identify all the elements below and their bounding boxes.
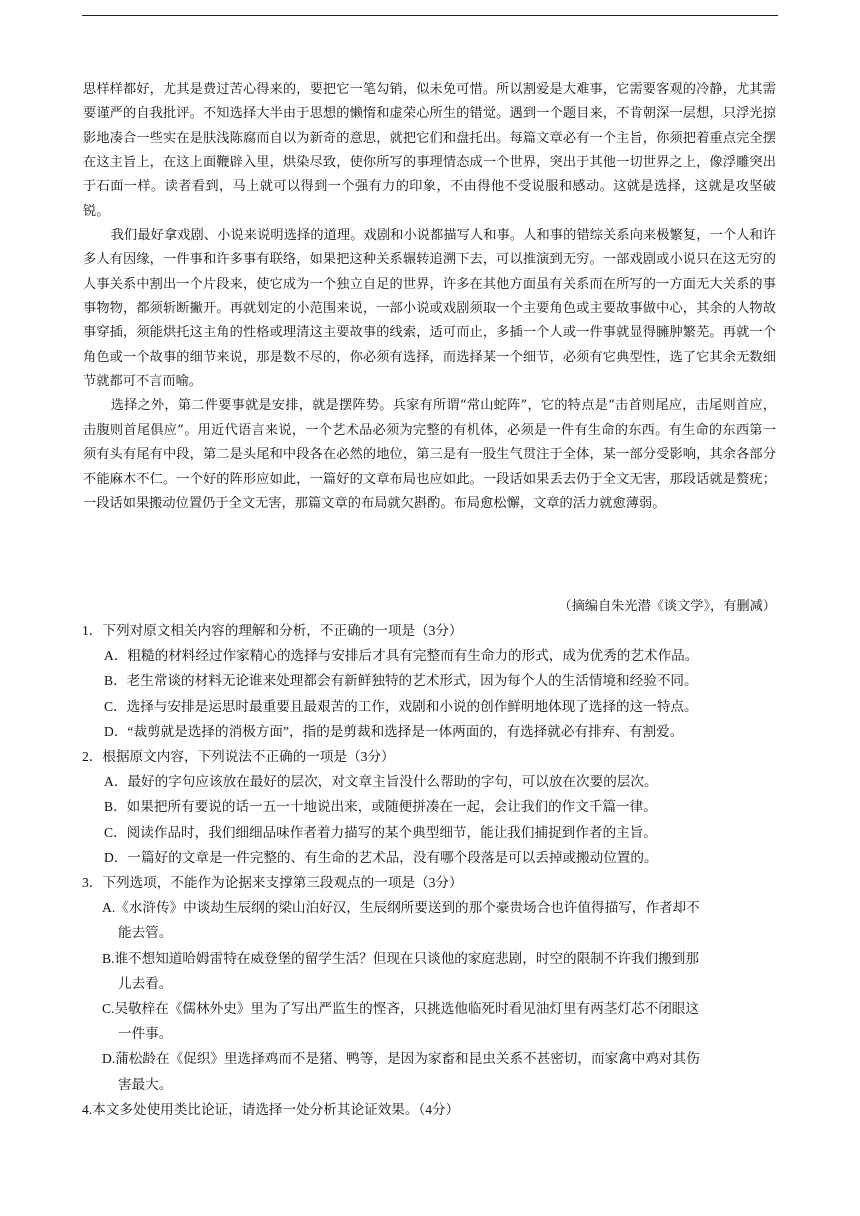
- question-stem: 4.本文多处使用类比论证，请选择一处分析其论证效果。（4分）: [82, 1101, 460, 1117]
- option-text-continued: 能去管。: [118, 925, 173, 941]
- option-b: [82, 946, 782, 996]
- question-stem: 1．下列对原文相关内容的理解和分析，不正确的一项是（3分）: [82, 623, 463, 638]
- option-text-continued: 儿去看。: [118, 975, 173, 991]
- option-text-continued: 害最大。: [118, 1076, 173, 1092]
- question-stem: 3．下列选项，不能作为论据来支撑第三段观点的一项是（3分）: [82, 875, 463, 891]
- option-c: C．阅读作品时，我们细细品味作者着力描写的某个典型细节，能让我们捕捉到作者的主旨。: [104, 824, 657, 840]
- question-stem: 2．根据原文内容，下列说法不正确的一项是（3分）: [82, 749, 395, 765]
- option-b: B．如果把所有要说的话一五一十地说出来，或随便拼凑在一起，会让我们的作文千篇一律。: [104, 799, 657, 815]
- option-b: B．老生常谈的材料无论谁来处理都会有新鲜独特的艺术形式，因为每个人的生活情境和经验不同。: [104, 673, 698, 689]
- option-c: [82, 996, 782, 1046]
- reading-passage: [83, 78, 776, 516]
- option-d: D．“裁剪就是选择的消极方面”，指的是剪裁和选择是一体两面的，有选择就必有排弃、有割爱。: [104, 723, 684, 739]
- option-c: C．选择与安排是运思时最重要且最艰苦的工作，戏剧和小说的创作鲜明地体现了选择的这一特点。: [104, 698, 698, 714]
- option-d: D．一篇好的文章是一件完整的、有生命的艺术品，没有哪个段落是可以丢掉或搬动位置的。: [104, 849, 658, 865]
- question-2: [82, 744, 782, 870]
- option-a: [82, 895, 782, 945]
- option-text-continued: 一件事。: [118, 1026, 173, 1042]
- question-4: [82, 1097, 782, 1122]
- passage-paragraph-2: 我们最好拿戏剧、小说来说明选择的道理。戏剧和小说都描写人和事。人和事的错综关系向来极繁复，一个人和许多人有因缘，一件事和许多事有联络，如果把这种关系辗转追溯下去，可以推演到无穷。一部戏剧或小说只在这无穷的人事关系中割出一个片段来，使它成为一个独立自足的世界，许多在其他方面虽有关系而在所写的一方面无大关系的事事物物，都须斩断撇开。再就划定的小范围来说，一部小说或戏剧须取一个主要角色或主要故事做中心，其余的人物故事穿插，须能烘托这主角的性格或理清这主要故事的线索，适可而止，多插一个人或一件事就显得臃肿繁芜。再就一个角色或一个故事的细节来说，那是数不尽的，你必须有选择，而选择某一个细节，必须有它典型性，选了它其余无数细节就都可不言而喻。: [83, 228, 776, 390]
- option-a: A．粗糙的材料经过作家精心的选择与安排后才具有完整而有生命力的形式，成为优秀的艺术作品。: [104, 648, 699, 664]
- question-3: [82, 870, 782, 1097]
- option-d: [82, 1046, 782, 1096]
- option-text: D.蒲松龄在《促织》里选择鸡而不是猪、鸭等，是因为家畜和昆虫关系不甚密切，而家禽中鸡对其伤: [102, 1051, 700, 1067]
- question-1: [82, 618, 782, 744]
- header-rule: [82, 15, 778, 16]
- passage-source: （摘编自朱光潜《谈文学》，有删减）: [558, 598, 776, 613]
- option-text: A.《水浒传》中谈劫生辰纲的梁山泊好汉，生辰纲所要送到的那个豪贵场合也许值得描写，作者却不: [102, 900, 700, 916]
- passage-paragraph-3: 选择之外，第二件要事就是安排，就是摆阵势。兵家有所谓“常山蛇阵”，它的特点是“击首则尾应，击尾则首应，击腹则首尾俱应”。用近代语言来说，一个艺术品必须为完整的有机体，必须是一件有生命的东西。有生命的东西第一须有头有尾有中段，第二是头尾和中段各在必然的地位，第三是有一股生气贯注于全体，某一部分受影响，其余各部分不能麻木不仁。一个好的阵形应如此，一篇好的文章布局也应如此。一段话如果丢去仍于全文无害，那段话就是赘疣；一段话如果搬动位置仍于全文无害，那篇文章的布局就欠斟酌。布局愈松懈，文章的活力就愈薄弱。: [83, 398, 776, 511]
- option-text: C.吴敬梓在《儒林外史》里为了写出严监生的悭吝，只挑选他临死时看见油灯里有两茎灯芯不闭眼这: [102, 1001, 699, 1017]
- option-a: A．最好的字句应该放在最好的层次，对文章主旨没什么帮助的字句，可以放在次要的层次。: [104, 774, 658, 790]
- question-list: [82, 618, 782, 1122]
- option-text: B.谁不想知道哈姆雷特在威登堡的留学生活？但现在只谈他的家庭悲剧，时空的限制不许我们搬到那: [102, 950, 699, 966]
- passage-paragraph-1: 思样样都好，尤其是费过苦心得来的，要把它一笔勾销，似未免可惜。所以割爱是大难事，它需要客观的冷静，尤其需要谨严的自我批评。不知选择大半由于思想的懒惰和虚荣心所生的错觉。遇到一个题目来，不肯朝深一层想，只浮光掠影地凑合一些实在是肤浅陈腐而自以为新奇的意思，就把它们和盘托出。每篇文章必有一个主旨，你须把着重点完全摆在这主旨上，在这上面鞭辟入里，烘染尽致，使你所写的事理情态成一个世界，突出于其他一切世界之上，像浮雕突出于石面一样。读者看到，马上就可以得到一个强有力的印象，不由得他不受说服和感动。这就是选择，这就是攻坚破锐。: [83, 82, 776, 219]
